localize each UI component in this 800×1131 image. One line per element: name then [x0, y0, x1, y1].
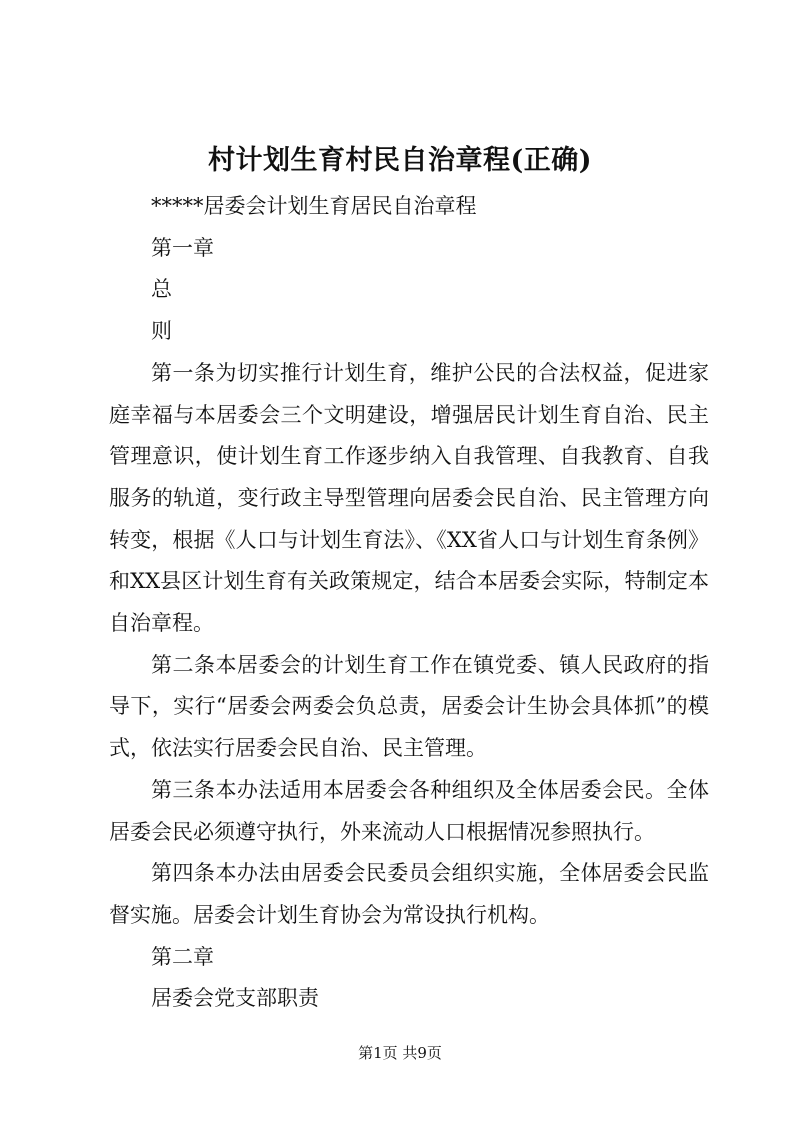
chapter-title-char-1: 总	[151, 277, 172, 302]
document-title: 村计划生育村民自治章程(正确)	[207, 145, 593, 176]
article-1-paragraph: 第一条为切实推行计划生育，维护公民的合法权益，促进家庭幸福与本居委会三个文明建设，增强居民计划生育自治、民主管理意识，使计划生育工作逐步纳入自我管理、自我教育、自我服务的轨道，变行政主导型管理向居委会民自治、民主管理方向转变，根据《人口与计划生育法》、《XX省人口与计划生育条例》和XX县区计划生育有关政策规定，结合本居委会实际，特制定本自治章程。	[109, 360, 709, 636]
chapter-heading-2: 第二章	[151, 944, 214, 969]
chapter-heading-1: 第一章	[151, 235, 214, 260]
document-body	[109, 186, 709, 1020]
subtitle-paragraph: *****居委会计划生育居民自治章程	[151, 194, 477, 218]
chapter-2-title: 居委会党支部职责	[151, 986, 319, 1011]
article-3-paragraph: 第三条本办法适用本居委会各种组织及全体居委会民。全体居委会民必须遵守执行，外来流动人口根据情况参照执行。	[109, 777, 709, 844]
article-2-paragraph: 第二条本居委会的计划生育工作在镇党委、镇人民政府的指导下，实行“居委会两委会负总责，居委会计生协会具体抓”的模式，依法实行居委会民自治、民主管理。	[109, 652, 709, 761]
article-4-paragraph: 第四条本办法由居委会民委员会组织实施，全体居委会民监督实施。居委会计划生育协会为常设执行机构。	[109, 861, 709, 927]
chapter-title-char-2: 则	[151, 319, 172, 344]
page-number-footer: 第1页 共9页	[358, 1044, 442, 1062]
